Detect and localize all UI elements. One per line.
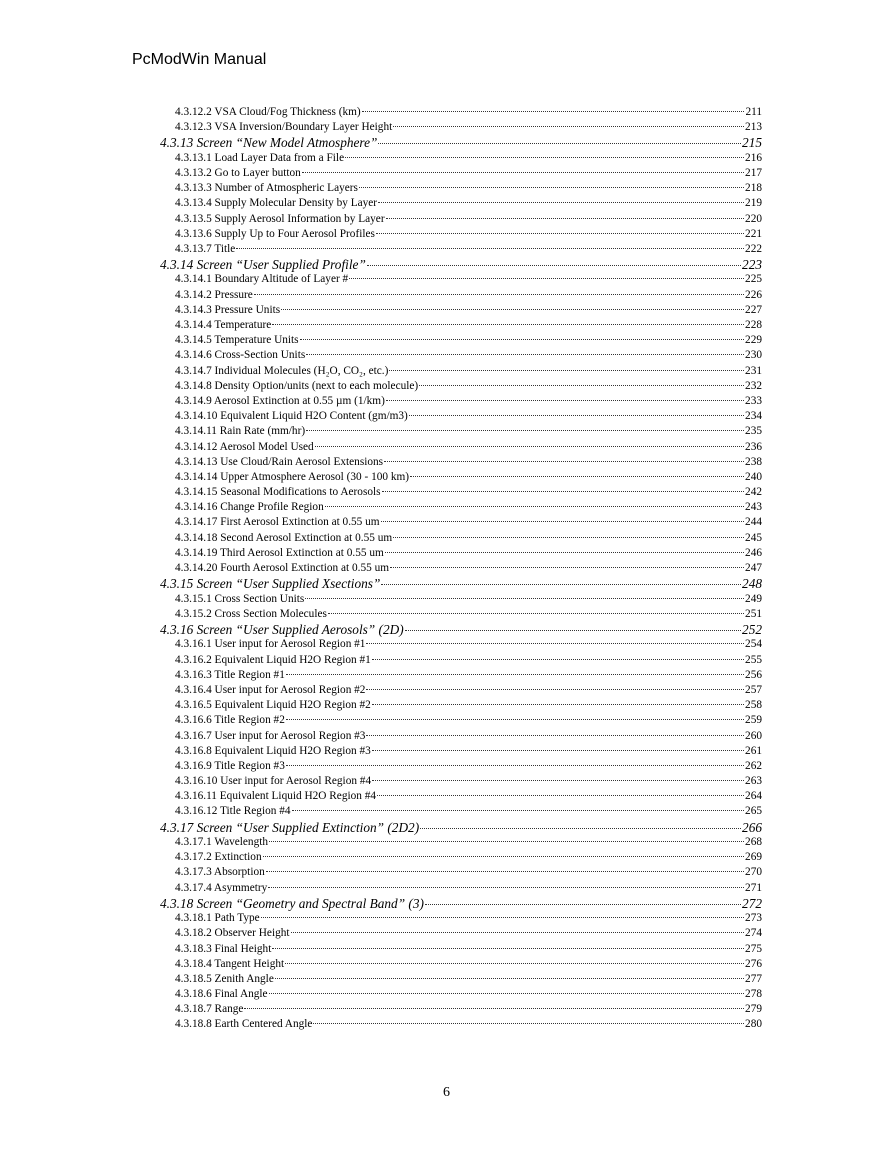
dot-leader	[345, 157, 744, 158]
toc-entry[interactable]	[160, 515, 762, 530]
dot-leader	[384, 461, 744, 462]
dot-leader	[306, 430, 744, 431]
toc-entry-title: 4.3.14.5 Temperature Units	[175, 334, 299, 347]
toc-entry-page: 223	[742, 257, 762, 273]
toc-entry-title: 4.3.16.12 Title Region #4	[175, 805, 291, 818]
dot-leader	[405, 630, 741, 631]
toc-entry-page: 256	[745, 668, 762, 681]
toc-entry[interactable]	[160, 364, 762, 379]
toc-entry-title: 4.3.16.6 Title Region #2	[175, 714, 285, 727]
toc-entry-title: 4.3.15.1 Cross Section Units	[175, 592, 305, 605]
dot-leader	[393, 537, 744, 538]
toc-entry-title: 4.3.14.18 Second Aerosol Extinction at 0.55 um	[175, 531, 393, 544]
toc-entry[interactable]	[160, 1017, 762, 1032]
toc-entry-page: 238	[745, 455, 762, 468]
dot-leader	[349, 278, 744, 279]
toc-entry[interactable]	[160, 850, 762, 865]
toc-entry[interactable]	[160, 729, 762, 744]
toc-entry-title: 4.3.17.1 Wavelength	[175, 836, 269, 849]
toc-entry-page: 216	[745, 151, 762, 164]
dot-leader	[315, 446, 744, 447]
toc-entry-page: 273	[745, 912, 762, 925]
toc-entry-page: 217	[745, 166, 762, 179]
toc-entry[interactable]	[160, 500, 762, 515]
toc-entry[interactable]	[160, 774, 762, 789]
dot-leader	[372, 704, 744, 705]
toc-entry[interactable]	[160, 942, 762, 957]
toc-entry-title: 4.3.18.3 Final Height	[175, 942, 272, 955]
toc-entry-title: 4.3.14.10 Equivalent Liquid H2O Content (gm/m3)	[175, 410, 408, 423]
toc-entry-title: 4.3.18.2 Observer Height	[175, 927, 290, 940]
dot-leader	[376, 233, 744, 234]
dot-leader	[285, 963, 744, 964]
toc-entry-page: 231	[745, 364, 762, 377]
toc-entry-title: 4.3.13.3 Number of Atmospheric Layers	[175, 182, 358, 195]
toc-entry-page: 274	[745, 927, 762, 940]
toc-entry[interactable]	[160, 318, 762, 333]
toc-entry-title: 4.3.17.4 Asymmetry	[175, 881, 268, 894]
toc-entry[interactable]	[160, 151, 762, 166]
toc-entry-title: 4.3.16.5 Equivalent Liquid H2O Region #2	[175, 699, 371, 712]
dot-leader	[244, 1008, 744, 1009]
dot-leader	[372, 750, 744, 751]
toc-entry-page: 236	[745, 440, 762, 453]
toc-entry-title: 4.3.14.6 Cross-Section Units	[175, 349, 306, 362]
toc-entry[interactable]	[160, 212, 762, 227]
toc-entry-title: 4.3.14.9 Aerosol Extinction at 0.55 µm (1/km)	[175, 394, 385, 407]
dot-leader	[268, 887, 744, 888]
toc-entry-title: 4.3.12.3 VSA Inversion/Boundary Layer Height	[175, 121, 393, 134]
toc-entry-title: 4.3.17 Screen “User Supplied Extinction” (2D2)	[160, 819, 420, 835]
dot-leader	[425, 904, 741, 905]
toc-entry-title: 4.3.16.10 User input for Aerosol Region #4	[175, 775, 372, 788]
toc-entry-title: 4.3.12.2 VSA Cloud/Fog Thickness (km)	[175, 106, 361, 118]
dot-leader	[420, 828, 741, 829]
dot-leader	[381, 521, 744, 522]
toc-entry[interactable]	[160, 926, 762, 941]
toc-entry-title: 4.3.14 Screen “User Supplied Profile”	[160, 257, 366, 273]
toc-entry-title: 4.3.14.15 Seasonal Modifications to Aerosols	[175, 486, 381, 499]
toc-entry-title: 4.3.14.4 Temperature	[175, 319, 272, 332]
dot-leader	[286, 674, 744, 675]
toc-entry-title: 4.3.17.2 Extinction	[175, 851, 262, 864]
dot-leader	[313, 1023, 744, 1024]
toc-entry-page: 277	[745, 972, 762, 985]
toc-entry[interactable]	[160, 455, 762, 470]
toc-entry-title: 4.3.13.7 Title	[175, 242, 236, 255]
toc-entry[interactable]	[160, 470, 762, 485]
dot-leader	[302, 172, 744, 173]
toc-entry-title: 4.3.14.3 Pressure Units	[175, 303, 281, 316]
dot-leader	[261, 917, 744, 918]
toc-entry-title: 4.3.18.8 Earth Centered Angle	[175, 1018, 313, 1031]
dot-leader	[372, 659, 744, 660]
toc-entry-title: 4.3.14.2 Pressure	[175, 288, 253, 301]
toc-entry-page: 270	[745, 866, 762, 879]
dot-leader	[266, 871, 744, 872]
toc-entry[interactable]	[160, 196, 762, 211]
toc-entry-title: 4.3.14.7 Individual Molecules (H₂O, CO₂, etc.)	[175, 364, 389, 377]
toc-entry-title: 4.3.14.13 Use Cloud/Rain Aerosol Extensions	[175, 455, 384, 468]
toc-entry-page: 257	[745, 683, 762, 696]
toc-entry-page: 247	[745, 562, 762, 575]
dot-leader	[286, 765, 744, 766]
toc-entry-page: 261	[745, 744, 762, 757]
dot-leader	[269, 993, 744, 994]
toc-entry[interactable]	[160, 713, 762, 728]
dot-leader	[393, 126, 744, 127]
toc-entry-page: 258	[745, 699, 762, 712]
toc-entry[interactable]	[160, 744, 762, 759]
toc-entry-title: 4.3.15 Screen “User Supplied Xsections”	[160, 576, 381, 592]
toc-entry[interactable]	[160, 288, 762, 303]
toc-entry-title: 4.3.16.2 Equivalent Liquid H2O Region #1	[175, 653, 371, 666]
toc-entry-page: 221	[745, 227, 762, 240]
dot-leader	[236, 248, 744, 249]
dot-leader	[378, 202, 744, 203]
toc-entry-page: 272	[742, 895, 762, 911]
toc-entry[interactable]	[160, 333, 762, 348]
toc-entry-page: 219	[745, 197, 762, 210]
toc-entry-page: 228	[745, 319, 762, 332]
toc-entry[interactable]	[160, 592, 762, 607]
toc-entry-title: 4.3.18.1 Path Type	[175, 912, 260, 925]
toc-entry-title: 4.3.14.8 Density Option/units (next to each molecule)	[175, 379, 419, 392]
toc-entry[interactable]	[160, 911, 762, 926]
toc-entry[interactable]	[160, 653, 762, 668]
toc-entry-title: 4.3.16.11 Equivalent Liquid H2O Region #4	[175, 790, 377, 803]
toc-entry[interactable]	[160, 835, 762, 850]
toc-entry-title: 4.3.14.16 Change Profile Region	[175, 501, 324, 514]
dot-leader	[409, 415, 744, 416]
toc-entry-page: 276	[745, 957, 762, 970]
dot-leader	[281, 309, 744, 310]
dot-leader	[389, 370, 744, 371]
dot-leader	[382, 491, 745, 492]
toc-section-entry[interactable]	[160, 135, 762, 150]
toc-entry-page: 265	[745, 805, 762, 818]
toc-entry-title: 4.3.17.3 Absorption	[175, 866, 265, 879]
dot-leader	[372, 780, 744, 781]
dot-leader	[386, 218, 744, 219]
toc-entry-page: 245	[745, 531, 762, 544]
toc-entry-title: 4.3.16.1 User input for Aerosol Region #1	[175, 638, 366, 651]
toc-entry-title: 4.3.14.11 Rain Rate (mm/hr)	[175, 425, 306, 438]
toc-entry-page: 232	[745, 379, 762, 392]
toc-entry-title: 4.3.16.7 User input for Aerosol Region #3	[175, 729, 366, 742]
toc-entry-page: 254	[745, 638, 762, 651]
toc-entry-page: 266	[742, 819, 762, 835]
toc-entry-title: 4.3.14.20 Fourth Aerosol Extinction at 0.55 um	[175, 562, 390, 575]
toc-entry[interactable]	[160, 881, 762, 896]
toc-entry[interactable]	[160, 120, 762, 135]
dot-leader	[385, 552, 744, 553]
toc-entry-page: 269	[745, 851, 762, 864]
toc-entry-title: 4.3.16.4 User input for Aerosol Region #2	[175, 683, 366, 696]
toc-entry[interactable]	[160, 972, 762, 987]
toc-entry-page: 213	[745, 121, 762, 134]
page-number: 6	[443, 1085, 450, 1100]
toc-section-entry[interactable]	[160, 896, 762, 911]
toc-entry-page: 263	[745, 775, 762, 788]
toc-entry[interactable]	[160, 607, 762, 622]
dot-leader	[300, 339, 744, 340]
toc-entry-title: 4.3.13.4 Supply Molecular Density by Layer	[175, 197, 378, 210]
toc-entry[interactable]	[160, 485, 762, 500]
toc-entry-title: 4.3.18.5 Zenith Angle	[175, 972, 274, 985]
toc-entry-title: 4.3.16.9 Title Region #3	[175, 759, 285, 772]
toc-entry[interactable]	[160, 242, 762, 257]
toc-entry[interactable]	[160, 227, 762, 242]
toc-entry-title: 4.3.13.5 Supply Aerosol Information by Layer	[175, 212, 385, 225]
toc-entry-title: 4.3.13.1 Load Layer Data from a File	[175, 151, 345, 164]
toc-entry[interactable]	[160, 1002, 762, 1017]
toc-entry-page: 240	[745, 470, 762, 483]
dot-leader	[305, 598, 744, 599]
toc-section-entry[interactable]	[160, 576, 762, 591]
toc-entry-page: 264	[745, 790, 762, 803]
toc-entry-page: 229	[745, 334, 762, 347]
toc-entry-title: 4.3.13 Screen “New Model Atmosphere”	[160, 135, 378, 151]
dot-leader	[366, 735, 744, 736]
toc-entry[interactable]	[160, 637, 762, 652]
toc-entry-page: 260	[745, 729, 762, 742]
toc-entry[interactable]	[160, 561, 762, 576]
toc-entry-title: 4.3.16 Screen “User Supplied Aerosols” (2D)	[160, 621, 404, 637]
dot-leader	[286, 719, 744, 720]
toc-entry-title: 4.3.14.14 Upper Atmosphere Aerosol (30 - 100 km)	[175, 470, 410, 483]
toc-entry[interactable]	[160, 181, 762, 196]
dot-leader	[419, 385, 744, 386]
toc-entry-page: 255	[745, 653, 762, 666]
toc-entry-title: 4.3.13.6 Supply Up to Four Aerosol Profiles	[175, 227, 375, 240]
toc-entry-page: 244	[745, 516, 762, 529]
toc-entry-page: 227	[745, 303, 762, 316]
toc-entry[interactable]	[160, 546, 762, 561]
toc-entry-page: 235	[745, 425, 762, 438]
toc-entry-page: 242	[745, 486, 762, 499]
toc-entry[interactable]	[160, 303, 762, 318]
dot-leader	[272, 324, 744, 325]
dot-leader	[390, 567, 744, 568]
dot-leader	[367, 265, 741, 266]
toc-entry[interactable]	[160, 440, 762, 455]
dot-leader	[275, 978, 744, 979]
toc-entry-title: 4.3.14.17 First Aerosol Extinction at 0.55 um	[175, 516, 380, 529]
table-of-contents	[160, 105, 762, 1033]
toc-entry-title: 4.3.18.6 Final Angle	[175, 988, 268, 1001]
toc-section-entry[interactable]	[160, 257, 762, 272]
toc-entry-page: 251	[745, 607, 762, 620]
toc-entry[interactable]	[160, 105, 762, 120]
dot-leader	[291, 932, 745, 933]
toc-entry-page: 271	[745, 881, 762, 894]
toc-entry-page: 262	[745, 759, 762, 772]
toc-entry-title: 4.3.18.7 Range	[175, 1003, 244, 1016]
toc-entry-page: 248	[742, 576, 762, 592]
toc-entry-page: 230	[745, 349, 762, 362]
dot-leader	[254, 294, 744, 295]
dot-leader	[386, 400, 744, 401]
dot-leader	[269, 841, 744, 842]
toc-entry-title: 4.3.18.4 Tangent Height	[175, 957, 285, 970]
toc-entry[interactable]	[160, 865, 762, 880]
toc-entry[interactable]	[160, 698, 762, 713]
toc-entry[interactable]	[160, 531, 762, 546]
toc-entry-title: 4.3.16.3 Title Region #1	[175, 668, 285, 681]
toc-entry[interactable]	[160, 668, 762, 683]
dot-leader	[306, 354, 744, 355]
toc-entry-title: 4.3.14.1 Boundary Altitude of Layer #	[175, 273, 349, 286]
toc-entry[interactable]	[160, 166, 762, 181]
dot-leader	[366, 643, 744, 644]
dot-leader	[377, 795, 744, 796]
toc-entry-page: 220	[745, 212, 762, 225]
toc-entry[interactable]	[160, 789, 762, 804]
toc-entry-title: 4.3.18 Screen “Geometry and Spectral Band” (3)	[160, 895, 424, 911]
dot-leader	[359, 187, 744, 188]
toc-entry-page: 243	[745, 501, 762, 514]
toc-entry-page: 252	[742, 621, 762, 637]
toc-entry-title: 4.3.14.19 Third Aerosol Extinction at 0.55 um	[175, 546, 384, 559]
running-header: PcModWin Manual	[132, 51, 267, 68]
toc-entry-title: 4.3.14.12 Aerosol Model Used	[175, 440, 314, 453]
dot-leader	[362, 111, 745, 112]
dot-leader	[378, 143, 741, 144]
toc-entry-title: 4.3.13.2 Go to Layer button	[175, 166, 301, 179]
toc-entry-page: 259	[745, 714, 762, 727]
toc-entry[interactable]	[160, 987, 762, 1002]
toc-section-entry[interactable]	[160, 622, 762, 637]
toc-entry[interactable]	[160, 272, 762, 287]
toc-entry-page: 249	[745, 592, 762, 605]
toc-entry-page: 226	[745, 288, 762, 301]
dot-leader	[325, 506, 744, 507]
toc-entry-page: 225	[745, 273, 762, 286]
dot-leader	[410, 476, 744, 477]
dot-leader	[328, 613, 744, 614]
toc-entry-page: 218	[745, 182, 762, 195]
dot-leader	[381, 584, 741, 585]
toc-entry-page: 278	[745, 988, 762, 1001]
toc-entry-page: 222	[745, 242, 762, 255]
toc-entry[interactable]	[160, 804, 762, 819]
dot-leader	[366, 689, 744, 690]
toc-entry[interactable]	[160, 683, 762, 698]
toc-entry[interactable]	[160, 424, 762, 439]
toc-entry-page: 215	[742, 135, 762, 151]
toc-entry-page: 233	[745, 394, 762, 407]
dot-leader	[272, 948, 744, 949]
toc-entry-title: 4.3.16.8 Equivalent Liquid H2O Region #3	[175, 744, 371, 757]
toc-entry[interactable]	[160, 379, 762, 394]
toc-entry-page: 211	[745, 106, 762, 118]
dot-leader	[292, 810, 745, 811]
toc-entry-page: 234	[745, 410, 762, 423]
toc-entry[interactable]	[160, 348, 762, 363]
toc-entry-page: 280	[745, 1018, 762, 1031]
toc-section-entry[interactable]	[160, 820, 762, 835]
toc-entry[interactable]	[160, 759, 762, 774]
toc-entry-title: 4.3.15.2 Cross Section Molecules	[175, 607, 327, 620]
toc-entry[interactable]	[160, 394, 762, 409]
toc-entry-page: 246	[745, 546, 762, 559]
dot-leader	[263, 856, 744, 857]
toc-entry-page: 275	[745, 942, 762, 955]
toc-entry-page: 279	[745, 1003, 762, 1016]
toc-entry-page: 268	[745, 836, 762, 849]
toc-entry[interactable]	[160, 409, 762, 424]
toc-entry[interactable]	[160, 957, 762, 972]
